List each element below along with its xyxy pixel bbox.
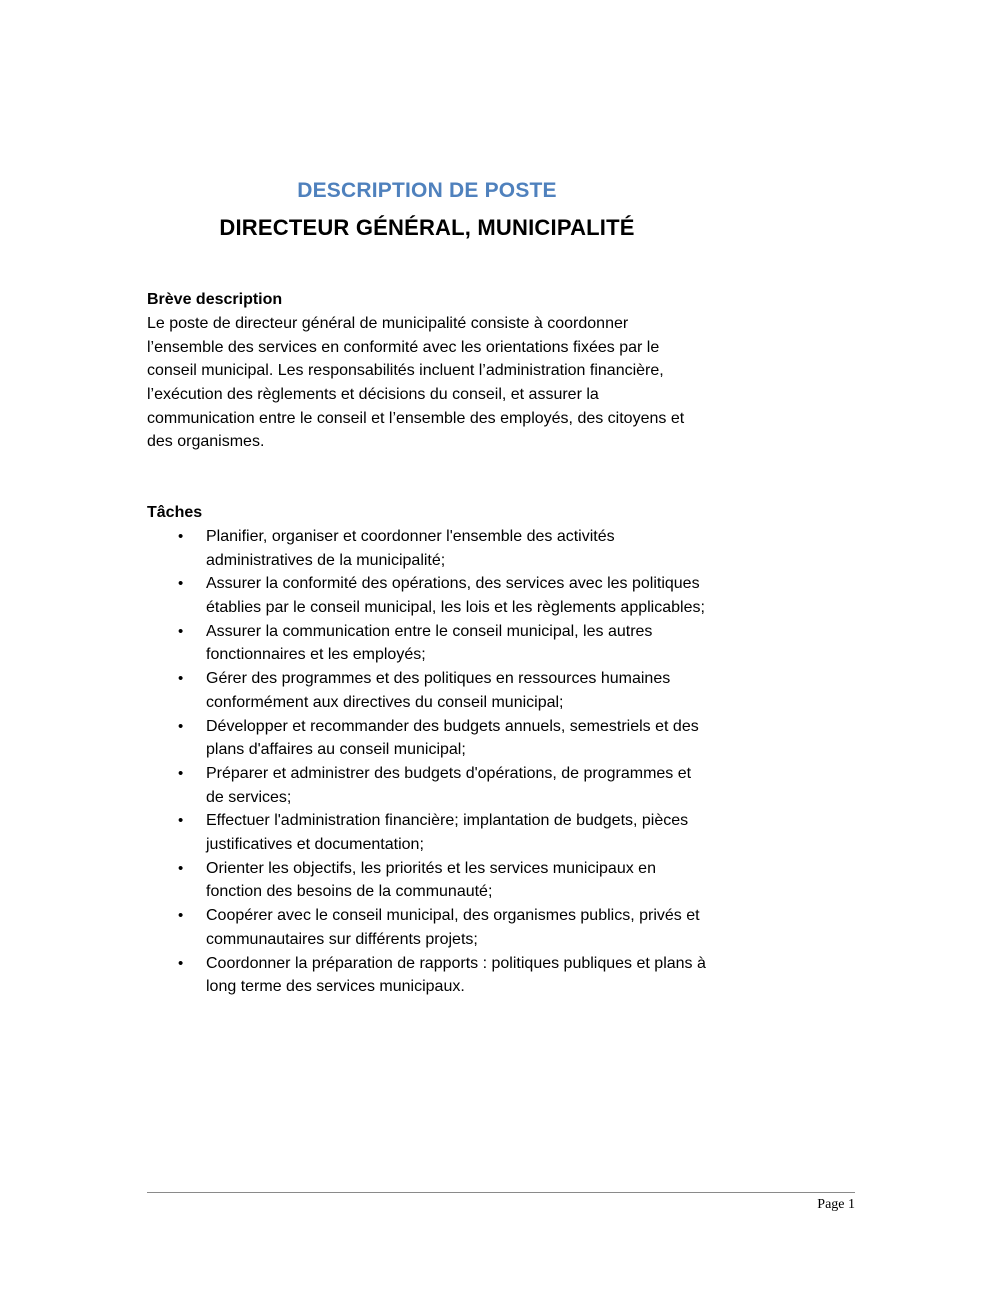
task-item: • Développer et recommander des budgets annuels, semestriels et des plans d'affaires au conseil municipal; bbox=[147, 715, 709, 762]
task-item: • Effectuer l'administration financière; implantation de budgets, pièces justificatives et documentation; bbox=[147, 809, 709, 856]
task-item: • Orienter les objectifs, les priorités et les services municipaux en fonction des besoins de la communauté; bbox=[147, 857, 709, 904]
document-subtitle: DIRECTEUR GÉNÉRAL, MUNICIPALITÉ bbox=[219, 215, 635, 241]
section-breve-description bbox=[147, 288, 855, 454]
task-item: • Coordonner la préparation de rapports : politiques publiques et plans à long terme des services municipaux. bbox=[147, 952, 709, 999]
document-title: DESCRIPTION DE POSTE bbox=[297, 179, 557, 202]
task-item: • Assurer la conformité des opérations, des services avec les politiques établies par le conseil municipal, les lois et les règlements applicables; bbox=[147, 572, 709, 619]
task-item: • Planifier, organiser et coordonner l'ensemble des activités administratives de la municipalité; bbox=[147, 525, 709, 572]
task-item: • Coopérer avec le conseil municipal, des organismes publics, privés et communautaires sur différents projets; bbox=[147, 904, 709, 951]
document-content bbox=[147, 0, 855, 999]
taches-heading: Tâches bbox=[147, 504, 203, 522]
task-item: • Préparer et administrer des budgets d'opérations, de programmes et de services; bbox=[147, 762, 709, 809]
breve-description-heading: Brève description bbox=[147, 291, 283, 309]
section-taches bbox=[147, 501, 855, 999]
footer-divider bbox=[147, 1192, 855, 1193]
page-number: Page 1 bbox=[817, 1197, 855, 1212]
task-item: • Assurer la communication entre le conseil municipal, les autres fonctionnaires et les employés; bbox=[147, 620, 709, 667]
breve-description-body: Le poste de directeur général de municipalité consiste à coordonner l’ensemble des services en conformité avec les orientations fixées par le conseil municipal. Les responsabilités incluent l’administration financière, l’exécution des règlements et décisions du conseil, et assurer la communication entre le conseil et l’ensemble des employés, des citoyens et des organismes. bbox=[147, 314, 685, 451]
task-item: • Gérer des programmes et des politiques en ressources humaines conformément aux directives du conseil municipal; bbox=[147, 667, 709, 714]
title-block bbox=[147, 178, 707, 241]
tasks-list bbox=[147, 525, 709, 999]
